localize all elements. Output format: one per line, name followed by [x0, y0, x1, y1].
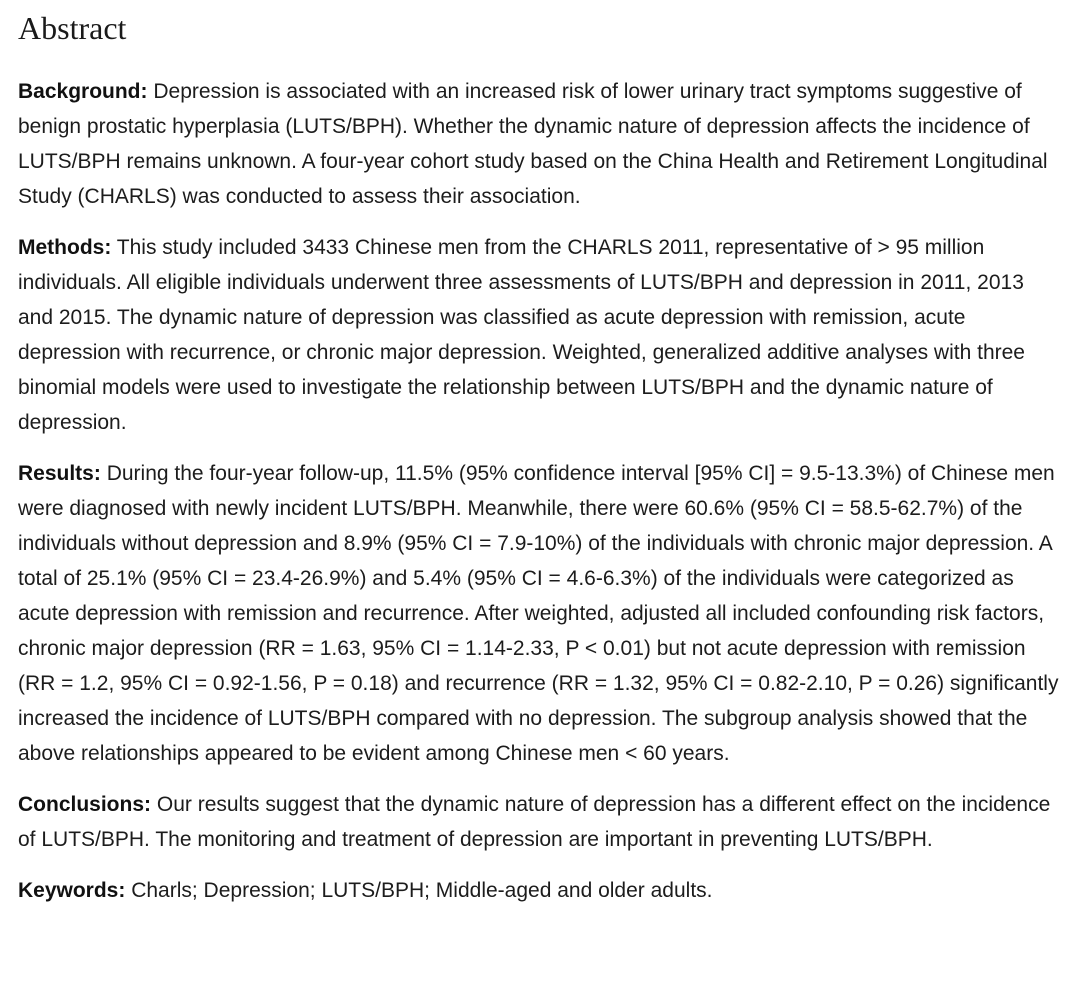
- keywords-section: [18, 873, 1062, 908]
- results-section: [18, 456, 1062, 771]
- conclusions-text: Our results suggest that the dynamic nature of depression has a different effect on the incidence of LUTS/BPH. The monitoring and treatment of depression are important in preventing LUTS/BPH.: [18, 793, 1051, 851]
- keywords-label: Keywords:: [18, 879, 126, 902]
- methods-label: Methods:: [18, 236, 112, 259]
- methods-text: This study included 3433 Chinese men from the CHARLS 2011, representative of > 95 million individuals. All eligible individuals underwent three assessments of LUTS/BPH and depression in 2011, 2013 and 2015. The dynamic nature of depression was classified as acute depression with remission, acute depression with recurrence, or chronic major depression. Weighted, generalized additive analyses with three binomial models were used to investigate the relationship between LUTS/BPH and the dynamic nature of depression.: [18, 236, 1025, 434]
- results-text: During the four-year follow-up, 11.5% (95% confidence interval [95% CI] = 9.5-13.3%) of Chinese men were diagnosed with newly incident LUTS/BPH. Meanwhile, there were 60.6% (95% CI = 58.5-62.7%) of the individuals without depression and 8.9% (95% CI = 7.9-10%) of the individuals with chronic major depression. A total of 25.1% (95% CI = 23.4-26.9%) and 5.4% (95% CI = 4.6-6.3%) of the individuals were categorized as acute depression with remission and recurrence. After weighted, adjusted all included confounding risk factors, chronic major depression (RR = 1.63, 95% CI = 1.14-2.33, P < 0.01) but not acute depression with remission (RR = 1.2, 95% CI = 0.92-1.56, P = 0.18) and recurrence (RR = 1.32, 95% CI = 0.82-2.10, P = 0.26) significantly increased the incidence of LUTS/BPH compared with no depression. The subgroup analysis showed that the above relationships appeared to be evident among Chinese men < 60 years.: [18, 462, 1059, 765]
- results-label: Results:: [18, 462, 101, 485]
- background-label: Background:: [18, 80, 148, 103]
- abstract-heading: Abstract: [18, 10, 127, 46]
- conclusions-section: [18, 787, 1062, 857]
- keywords-text: Charls; Depression; LUTS/BPH; Middle-aged and older adults.: [131, 879, 713, 902]
- methods-section: [18, 230, 1062, 440]
- conclusions-label: Conclusions:: [18, 793, 152, 816]
- background-text: Depression is associated with an increased risk of lower urinary tract symptoms suggestive of benign prostatic hyperplasia (LUTS/BPH). Whether the dynamic nature of depression affects the incidence of LUTS/BPH remains unknown. A four-year cohort study based on the China Health and Retirement Longitudinal Study (CHARLS) was conducted to assess their association.: [18, 80, 1048, 208]
- background-section: [18, 74, 1062, 214]
